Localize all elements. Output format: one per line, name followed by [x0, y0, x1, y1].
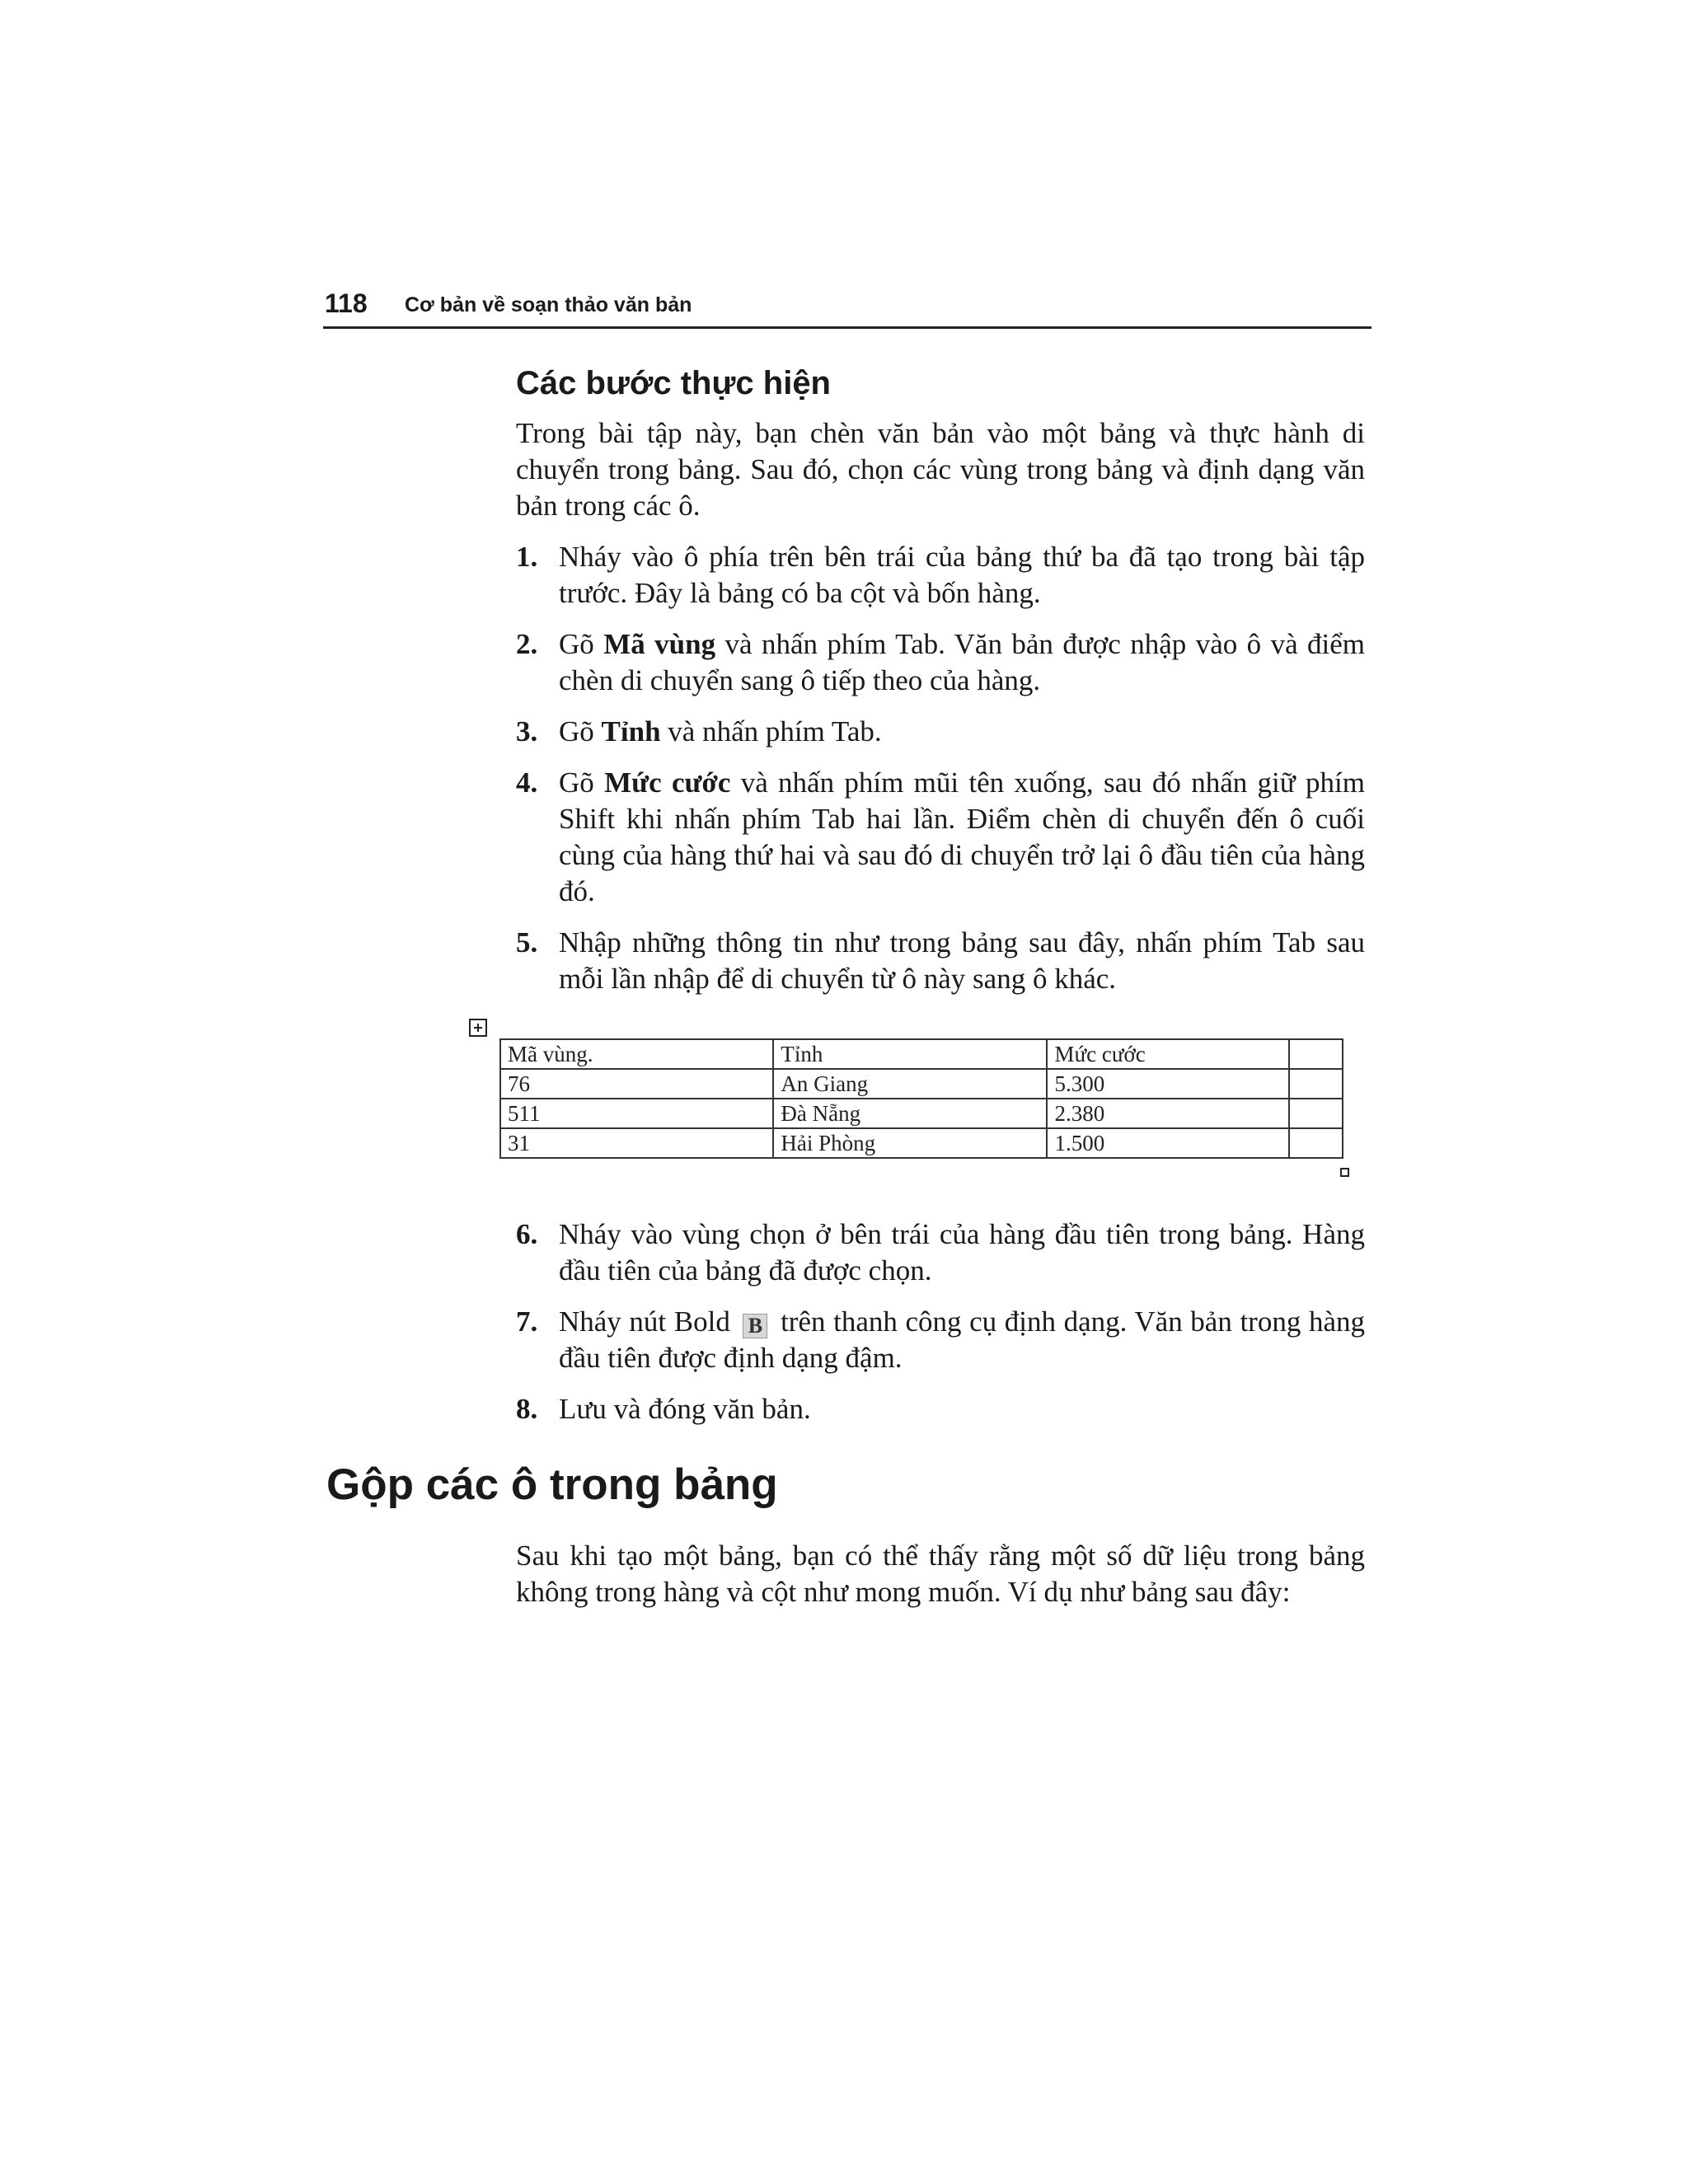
step-text-tail: và nhấn phím Tab. Văn bản được nhập vào ô và điểm chèn di chuyển sang ô tiếp theo của hàng.	[559, 628, 1366, 696]
steps-list-continued	[516, 1216, 1365, 1427]
step-number: 8.	[516, 1393, 538, 1425]
step-text: Lưu và đóng văn bản.	[559, 1393, 811, 1425]
merge-section-body	[516, 1538, 1365, 1625]
running-header	[323, 287, 1372, 329]
table-cell[interactable]: 2.380	[1047, 1099, 1288, 1128]
table-cell[interactable]: 511	[500, 1099, 773, 1128]
main-content	[508, 363, 1366, 1442]
table-cell[interactable]: Đà Nẵng	[773, 1099, 1047, 1128]
table-cell[interactable]: 1.500	[1047, 1128, 1288, 1158]
step-5	[516, 925, 1365, 997]
step-4	[516, 765, 1365, 910]
step-number: 6.	[516, 1218, 538, 1250]
end-of-row-cell	[1289, 1099, 1343, 1128]
step-text-bold: Tỉnh	[601, 715, 661, 748]
step-number: 3.	[516, 715, 538, 748]
step-text: Nhập những thông tin như trong bảng sau đây, nhấn phím Tab sau mỗi lần nhập để di chuyển từ ô này sang ô khác.	[559, 926, 1365, 995]
step-6	[516, 1216, 1365, 1289]
table-row	[500, 1128, 1343, 1158]
table-cell[interactable]: 5.300	[1047, 1069, 1288, 1099]
table-cell[interactable]: 31	[500, 1128, 773, 1158]
step-number: 2.	[516, 628, 538, 660]
step-text-bold: Mã vùng	[603, 628, 716, 660]
table-cell[interactable]: 76	[500, 1069, 773, 1099]
table-cell[interactable]: Mã vùng.	[500, 1039, 773, 1069]
table-cell[interactable]: Hải Phòng	[773, 1128, 1047, 1158]
step-number: 1.	[516, 541, 538, 573]
step-1	[516, 539, 1365, 612]
step-7	[516, 1304, 1365, 1376]
step-3	[516, 714, 1365, 750]
table-cell[interactable]: An Giang	[773, 1069, 1047, 1099]
step-text-lead: Gõ	[559, 766, 605, 799]
step-text-lead: Nháy nút Bold	[559, 1305, 738, 1338]
table-row	[500, 1069, 1343, 1099]
step-8	[516, 1391, 1365, 1427]
end-of-row-cell	[1289, 1039, 1343, 1069]
table-row	[500, 1099, 1343, 1128]
step-text-lead: Gõ	[559, 628, 604, 660]
table-move-handle-icon[interactable]	[469, 1019, 487, 1037]
section-heading: Các bước thực hiện	[516, 365, 831, 401]
end-of-row-cell	[1289, 1128, 1343, 1158]
step-text-lead: Gõ	[559, 715, 602, 748]
end-of-row-cell	[1289, 1069, 1343, 1099]
table-resize-handle-icon[interactable]	[1340, 1168, 1349, 1177]
table-cell[interactable]: Mức cước	[1047, 1039, 1288, 1069]
intro-paragraph: Trong bài tập này, bạn chèn văn bản vào một bảng và thực hành di chuyển trong bảng. Sau đó, chọn các vùng trong bảng và định dạng văn bản trong các ô.	[516, 417, 1365, 522]
step-text: Nháy vào ô phía trên bên trái của bảng thứ ba đã tạo trong bài tập trước. Đây là bảng có ba cột và bốn hàng.	[559, 541, 1365, 609]
table-row	[500, 1039, 1343, 1069]
step-text: Nháy vào vùng chọn ở bên trái của hàng đầu tiên trong bảng. Hàng đầu tiên của bảng đã được chọn.	[559, 1218, 1365, 1286]
page-number: 118	[325, 288, 368, 318]
example-table	[499, 1038, 1343, 1159]
table-cell[interactable]: Tỉnh	[773, 1039, 1047, 1069]
step-text-tail: và nhấn phím mũi tên xuống, sau đó nhấn giữ phím Shift khi nhấn phím Tab hai lần. Điểm chèn di chuyển đến ô cuối cùng của hàng thứ hai và sau đó di chuyển trở lại ô đầu tiên của hàng đó.	[559, 766, 1365, 907]
merge-section-heading: Gộp các ô trong bảng	[326, 1460, 778, 1509]
steps-list	[516, 539, 1365, 997]
chapter-title: Cơ bản về soạn thảo văn bản	[405, 293, 692, 316]
step-text-tail: trên thanh công cụ định dạng. Văn bản trong hàng đầu tiên được định dạng đậm.	[559, 1305, 1365, 1374]
step-2	[516, 626, 1365, 699]
step-number: 4.	[516, 766, 538, 799]
bold-button-icon: B	[743, 1314, 767, 1338]
step-number: 7.	[516, 1305, 538, 1338]
step-text-tail: và nhấn phím Tab.	[660, 715, 882, 748]
example-table-container	[499, 1024, 1357, 1188]
step-number: 5.	[516, 926, 538, 958]
merge-section-paragraph: Sau khi tạo một bảng, bạn có thể thấy rằng một số dữ liệu trong bảng không trong hàng và cột như mong muốn. Ví dụ như bảng sau đây:	[516, 1540, 1365, 1608]
step-text-bold: Mức cước	[604, 766, 731, 799]
